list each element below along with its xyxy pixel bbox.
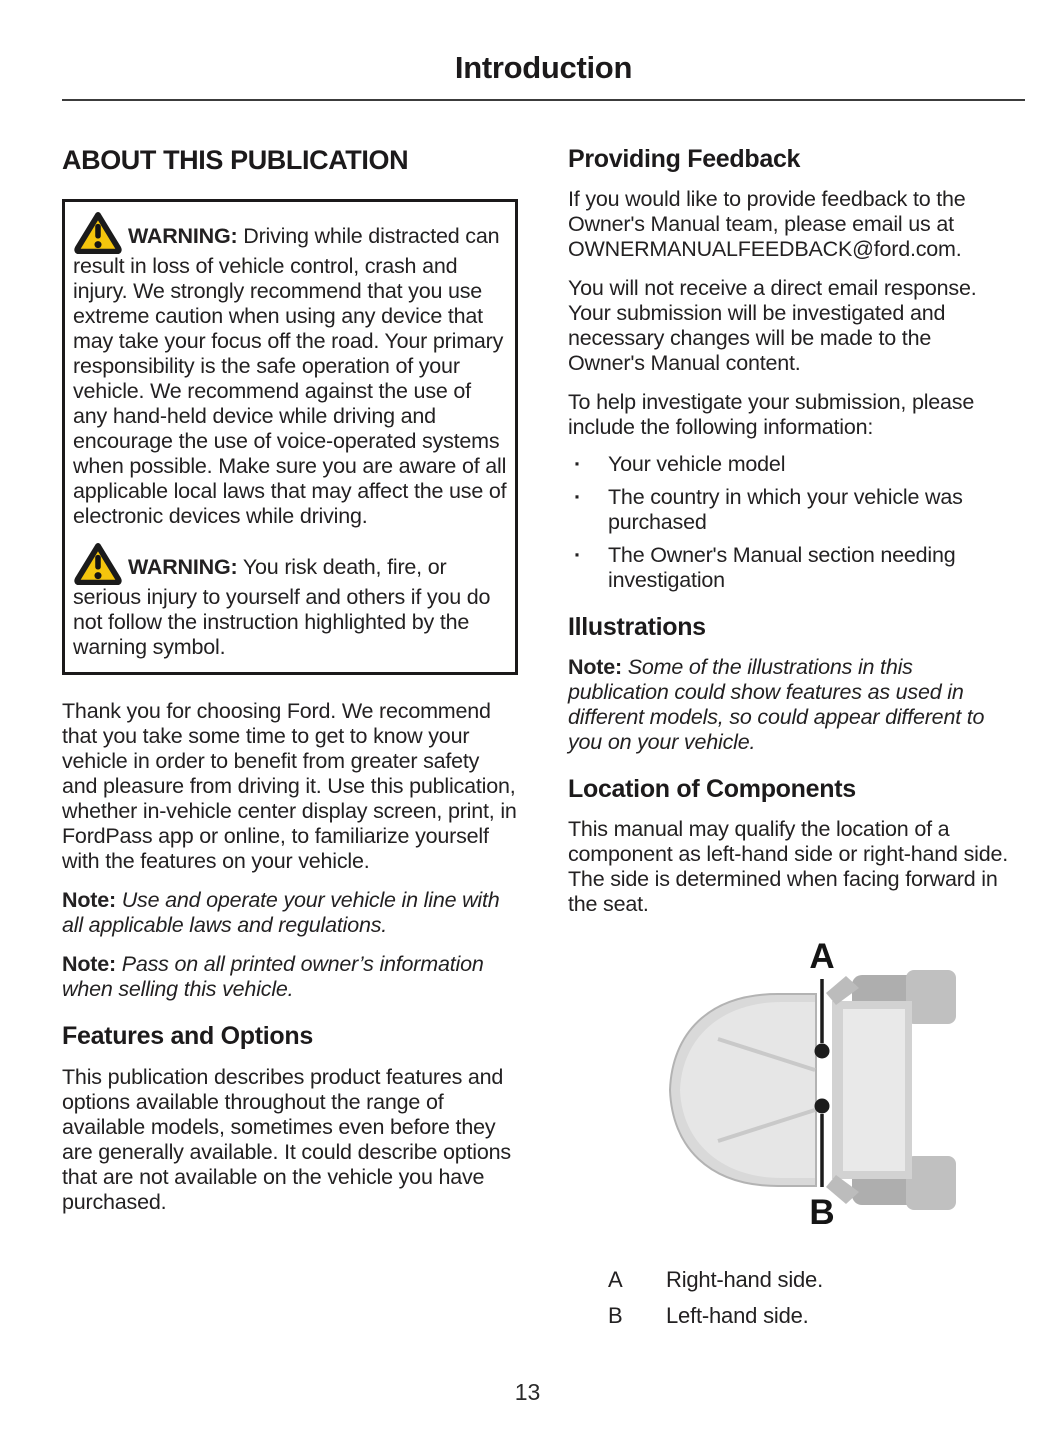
illustrations-note [568,655,1011,755]
callout-label-b: B [809,1193,835,1232]
features-heading: Features and Options [62,1022,313,1050]
warning-label: WARNING: [128,555,238,579]
feedback-paragraph-1: If you would like to provide feedback to the Owner's Manual team, please email us at OWNERMANUALFEEDBACK@ford.com. [568,187,966,261]
note-label: Note: [62,952,116,976]
note-paragraph [62,952,518,1002]
about-heading: ABOUT THIS PUBLICATION [62,145,409,175]
car-illustration [568,939,1011,1241]
bullet-icon: · [574,485,581,509]
legend-row [608,1303,1011,1328]
warning-box [62,199,518,675]
feedback-bullet-list [568,452,1011,593]
list-item [568,543,1011,593]
bullet-text: Your vehicle model [608,452,786,476]
bullet-icon: · [574,543,581,567]
warning-paragraph [73,541,507,660]
left-column [62,145,518,1339]
location-heading: Location of Components [568,775,856,803]
list-item [568,452,1011,477]
bullet-text: The country in which your vehicle was purchased [608,485,963,534]
warning-text: You risk death, fire, or serious injury to yourself and others if you do not follow the instruction highlighted by the warning symbol. [73,555,491,659]
legend-key: B [608,1303,623,1328]
note-text: Some of the illustrations in this publication could show features as used in different models, so could appear different to you on your vehicle. [568,655,985,754]
title-divider [62,99,1025,101]
callout-label-a: A [809,937,835,976]
bullet-text: The Owner's Manual section needing investigation [608,543,956,592]
bullet-icon: · [574,452,581,476]
feedback-heading: Providing Feedback [568,145,801,173]
legend-value: Left-hand side. [666,1303,809,1328]
features-paragraph: This publication describes product features and options available throughout the range of available models, sometimes even before they are generally available. It could describe options that are not available on the vehicle you have purchased. [62,1065,511,1214]
illustrations-heading: Illustrations [568,613,706,641]
right-column [568,145,1011,1339]
warning-text: Driving while distracted can result in loss of vehicle control, crash and injury. We strongly recommend that you use extreme caution when using any device that may take your focus off the road. Your primary responsibility is the safe operation of your vehicle. We recommend against the use of any hand-held device while driving and encourage the use of voice-operated systems when possible. Make sure you are aware of all applicable local laws that may affect the use of electronic devices while driving. [73,224,507,528]
location-paragraph: This manual may qualify the location of a component as left-hand side or right-hand side. The side is determined when facing forward in the seat. [568,817,1008,916]
vehicle-top-view-figure [568,939,1011,1241]
legend-key: A [608,1267,623,1292]
legend-row [608,1267,1011,1292]
note-text: Use and operate your vehicle in line with all applicable laws and regulations. [62,888,500,937]
warning-triangle-icon [73,210,123,254]
page-number: 13 [514,1379,541,1405]
page-title: Introduction [454,50,633,85]
warning-label: WARNING: [128,224,238,248]
two-column-layout [62,145,1025,1339]
legend-value: Right-hand side. [666,1267,824,1292]
figure-legend [568,1267,1011,1328]
warning-triangle-icon [73,541,123,585]
intro-paragraph: Thank you for choosing Ford. We recommend that you take some time to get to know your vehicle in order to benefit from greater safety and pleasure from driving it. Use this publication, whether in-vehicle center display screen, print, in FordPass app or online, to familiarize yourself with the features on your vehicle. [62,699,517,873]
list-item [568,485,1011,535]
note-paragraph [62,888,518,938]
feedback-paragraph-2: You will not receive a direct email response. Your submission will be investigated and necessary changes will be made to the Owner's Manual content. [568,276,977,375]
note-text: Pass on all printed owner’s information when selling this vehicle. [62,952,484,1001]
note-label: Note: [62,888,116,912]
warning-paragraph [73,210,507,529]
note-label: Note: [568,655,622,679]
feedback-paragraph-3: To help investigate your submission, please include the following information: [568,390,975,439]
